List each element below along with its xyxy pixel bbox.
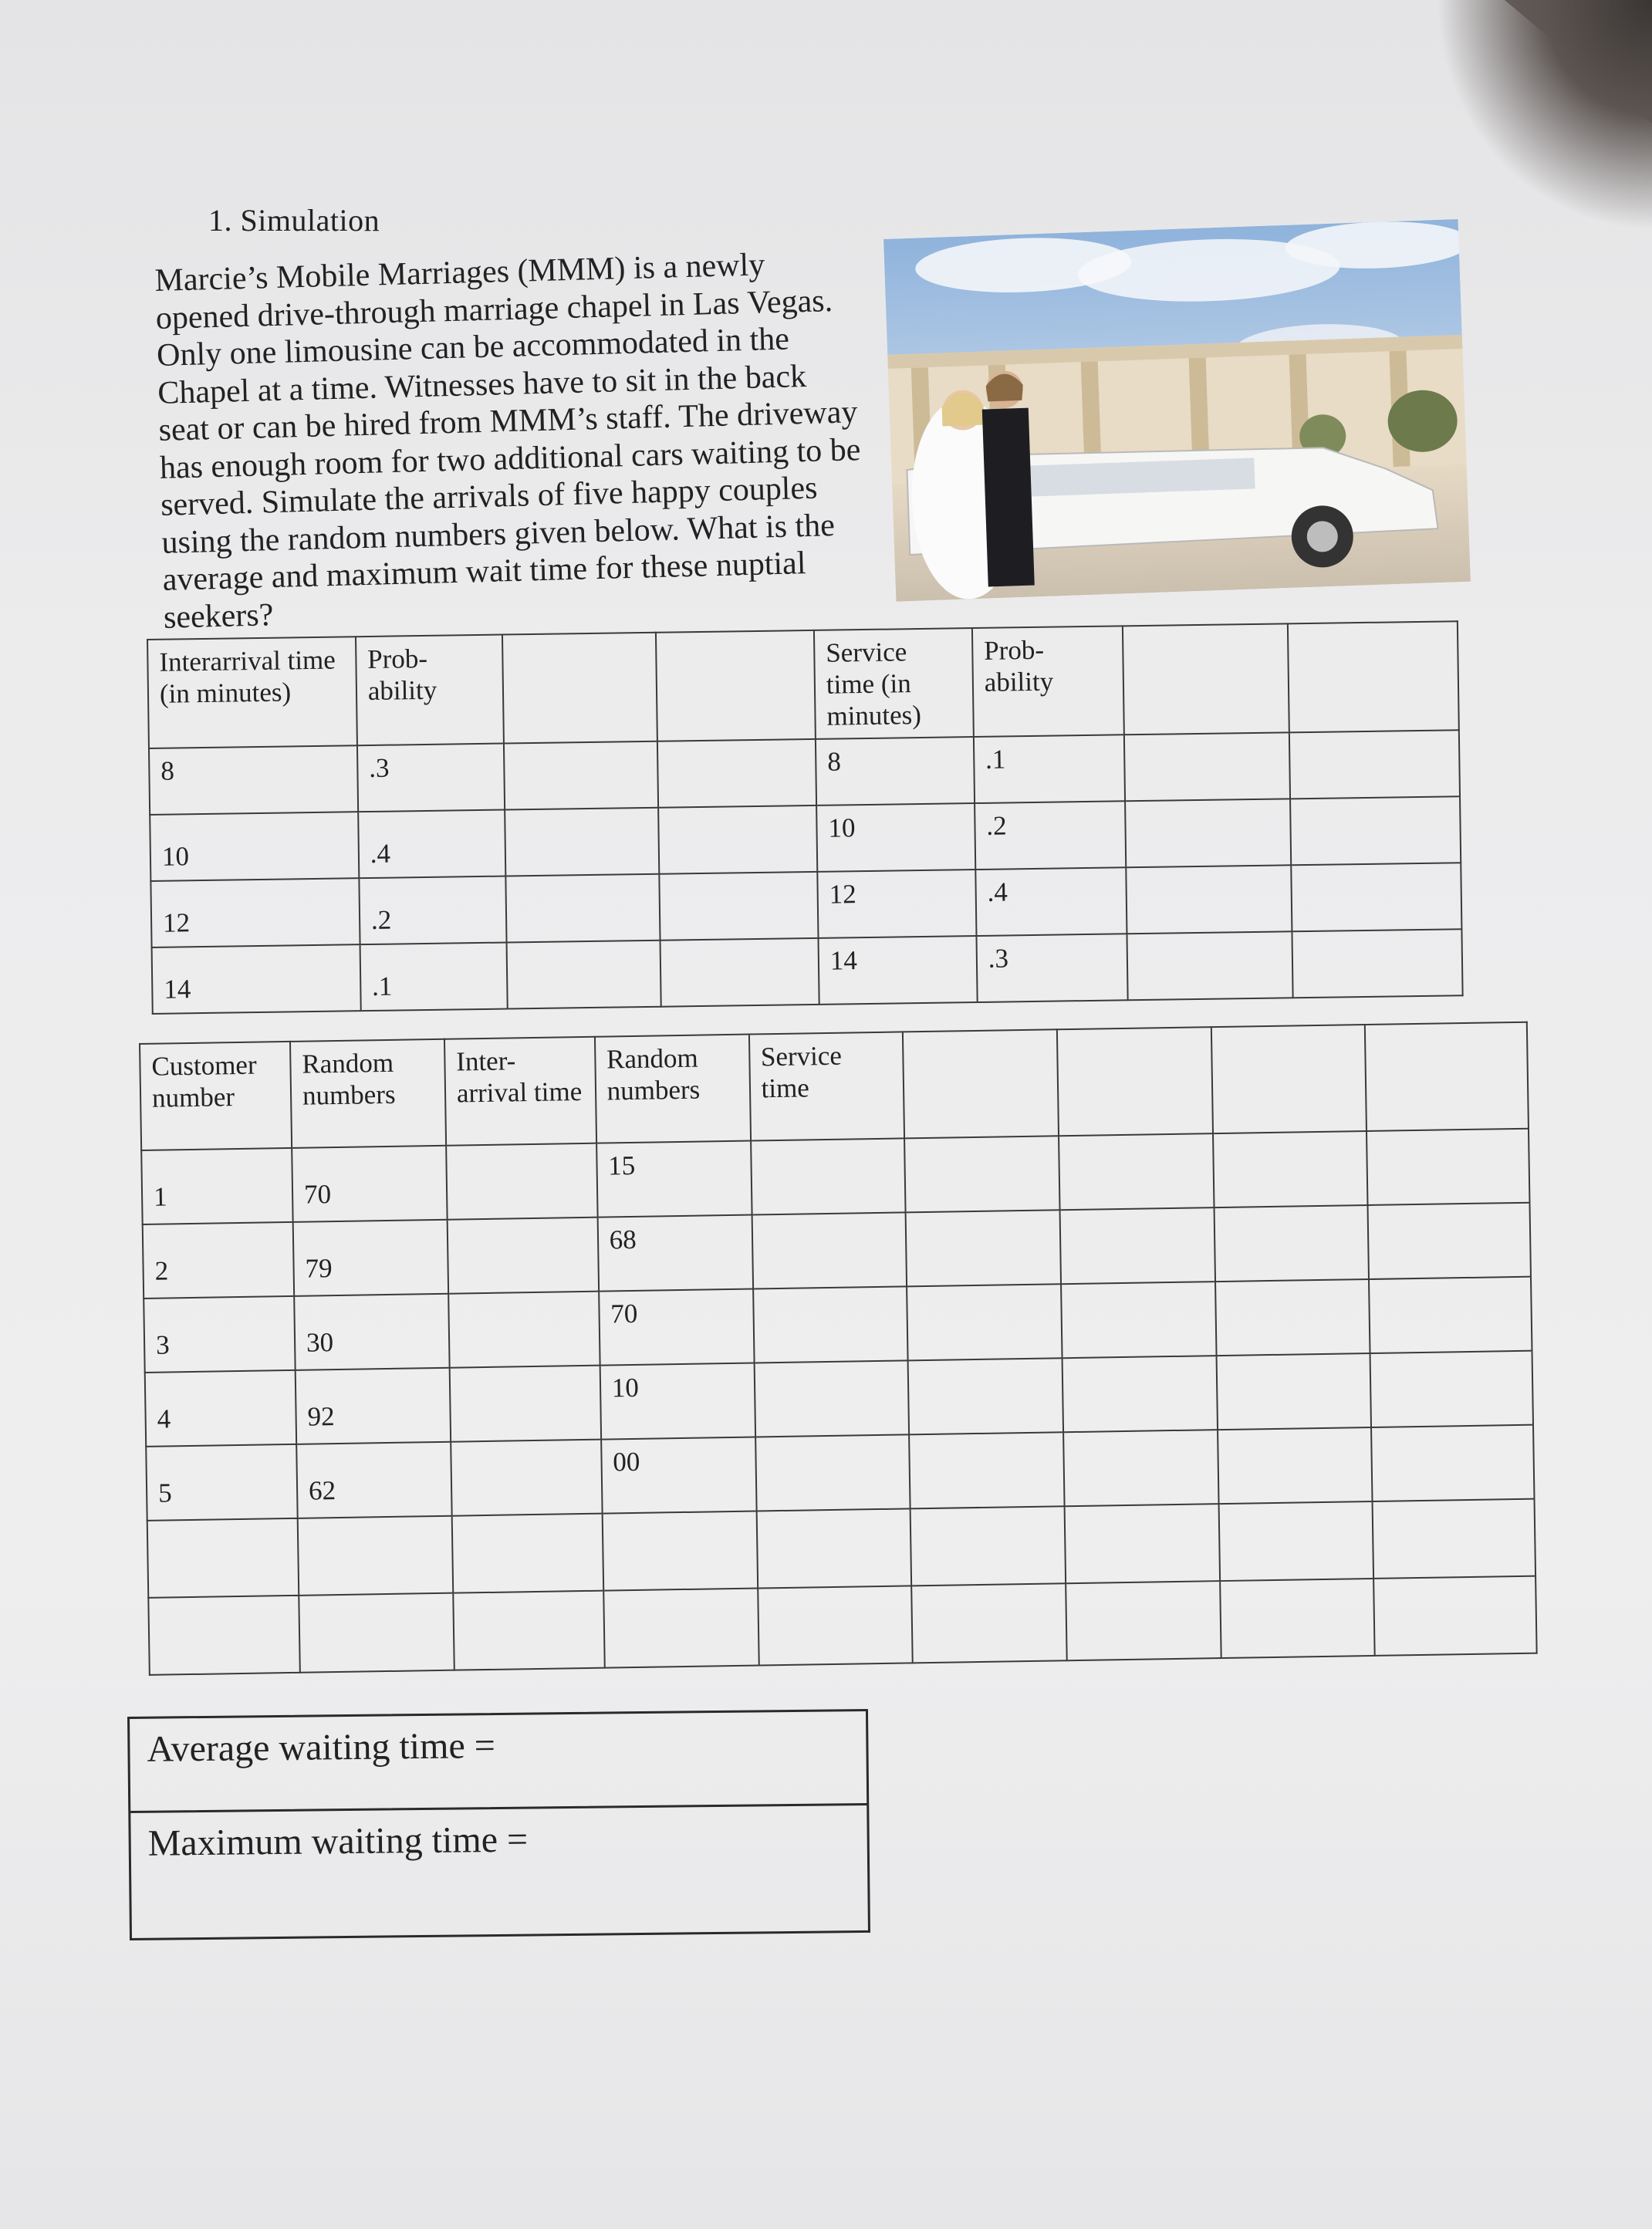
random-number-cell: 79 bbox=[293, 1220, 448, 1296]
interarrival-probability-cell: .1 bbox=[360, 943, 507, 1011]
blank-cell[interactable] bbox=[1063, 1430, 1218, 1506]
service-time-cell[interactable] bbox=[754, 1360, 909, 1437]
service-time-cell: 10 bbox=[816, 803, 975, 872]
corner-shadow bbox=[1435, 0, 1652, 231]
customer-number-cell: 4 bbox=[145, 1370, 296, 1447]
interarrival-time-cell[interactable] bbox=[451, 1440, 602, 1516]
blank-cell bbox=[1292, 929, 1463, 998]
blank-cell[interactable] bbox=[756, 1508, 911, 1588]
blank-cell[interactable] bbox=[452, 1514, 603, 1593]
simulation-table bbox=[139, 1022, 1538, 1676]
maximum-waiting-time-field[interactable] bbox=[128, 1805, 870, 1940]
blank-cell[interactable] bbox=[602, 1511, 757, 1591]
blank-cell bbox=[1365, 1022, 1529, 1131]
interarrival-time-cell: 8 bbox=[149, 745, 358, 815]
interarrival-probability-cell: .3 bbox=[357, 744, 505, 812]
random-number-cell: 68 bbox=[597, 1215, 752, 1292]
waiting-time-summary bbox=[127, 1709, 870, 1940]
problem-statement: Marcie’s Mobile Marriages (MMM) is a newly opened drive-through marriage chapel in Las Vegas. Only one limousine can be accommodated in the Chapel at a time. Witnesses have to sit in the back seat or can be hired from MMM’s staff. The driveway has enough room for two additional cars waiting to be served. Simulate the arrivals of five happy couples using the random numbers given below. What is the average and maximum wait time for these nuptial seekers? bbox=[154, 247, 861, 636]
blank-cell bbox=[1289, 730, 1460, 799]
blank-cell[interactable] bbox=[1061, 1282, 1216, 1358]
blank-cell[interactable] bbox=[906, 1210, 1061, 1286]
blank-cell[interactable] bbox=[1373, 1499, 1535, 1579]
interarrival-probability-cell: .2 bbox=[359, 876, 506, 945]
random-number-cell: 70 bbox=[292, 1146, 447, 1222]
blank-cell bbox=[1125, 799, 1292, 867]
interarrival-time-cell: 14 bbox=[152, 944, 361, 1014]
customer-number-cell: 2 bbox=[143, 1222, 294, 1299]
interarrival-probability-header: Prob- ability bbox=[356, 635, 504, 746]
service-time-cell: 14 bbox=[818, 936, 977, 1005]
service-probability-cell: .2 bbox=[975, 801, 1126, 870]
blank-cell bbox=[1124, 732, 1291, 801]
blank-cell bbox=[505, 808, 660, 876]
interarrival-time-cell: 10 bbox=[150, 812, 359, 881]
service-probability-header: Prob- ability bbox=[972, 626, 1124, 737]
blank-cell bbox=[504, 741, 659, 810]
blank-cell[interactable] bbox=[910, 1432, 1065, 1508]
blank-cell[interactable] bbox=[148, 1596, 299, 1675]
blank-cell[interactable] bbox=[1369, 1277, 1532, 1353]
random-number-cell: 92 bbox=[296, 1368, 451, 1444]
blank-cell[interactable] bbox=[908, 1358, 1063, 1434]
blank-cell[interactable] bbox=[603, 1588, 758, 1667]
random-number-cell: 15 bbox=[596, 1141, 752, 1218]
blank-cell[interactable] bbox=[904, 1136, 1059, 1212]
blank-cell[interactable] bbox=[1213, 1131, 1368, 1207]
blank-cell[interactable] bbox=[1214, 1205, 1369, 1282]
blank-cell bbox=[656, 630, 816, 741]
blank-cell[interactable] bbox=[912, 1583, 1067, 1663]
customer-number-cell: 3 bbox=[144, 1296, 295, 1373]
maximum-waiting-time-label: Maximum waiting time = bbox=[147, 1819, 529, 1864]
service-time-header: Service time (in minutes) bbox=[814, 628, 974, 739]
random-number-cell: 00 bbox=[601, 1437, 756, 1514]
blank-cell bbox=[1288, 621, 1459, 732]
average-waiting-time-label: Average waiting time = bbox=[147, 1725, 496, 1770]
random-number-cell: 62 bbox=[296, 1442, 451, 1518]
customer-number-header: Customer number bbox=[140, 1042, 292, 1150]
blank-cell[interactable] bbox=[1218, 1427, 1373, 1504]
customer-number-cell: 5 bbox=[146, 1444, 297, 1521]
service-time-cell[interactable] bbox=[755, 1434, 910, 1511]
blank-cell bbox=[1292, 863, 1462, 931]
blank-cell bbox=[1126, 865, 1292, 934]
blank-cell[interactable] bbox=[1216, 1353, 1371, 1430]
service-time-cell: 12 bbox=[817, 870, 976, 938]
blank-cell[interactable] bbox=[1370, 1351, 1533, 1427]
blank-cell[interactable] bbox=[147, 1518, 299, 1598]
blank-cell bbox=[658, 805, 817, 874]
service-time-cell[interactable] bbox=[753, 1286, 908, 1363]
blank-cell bbox=[1211, 1025, 1367, 1133]
random-numbers-header: Random numbers bbox=[290, 1039, 446, 1148]
blank-cell[interactable] bbox=[1371, 1425, 1534, 1501]
blank-cell[interactable] bbox=[298, 1516, 453, 1596]
random-numbers-header: Random numbers bbox=[595, 1035, 751, 1143]
blank-cell bbox=[903, 1029, 1059, 1138]
blank-cell[interactable] bbox=[1065, 1504, 1220, 1583]
wedding-limousine-photo bbox=[883, 219, 1471, 602]
blank-cell bbox=[660, 938, 819, 1007]
interarrival-time-cell[interactable] bbox=[446, 1143, 597, 1220]
blank-cell bbox=[1123, 623, 1290, 735]
service-time-cell[interactable] bbox=[752, 1212, 907, 1288]
distribution-header-row bbox=[147, 621, 1459, 748]
blank-cell[interactable] bbox=[1373, 1576, 1536, 1656]
blank-cell bbox=[657, 739, 816, 808]
blank-cell[interactable] bbox=[1218, 1501, 1373, 1581]
blank-cell[interactable] bbox=[453, 1591, 604, 1670]
service-probability-cell: .3 bbox=[976, 934, 1127, 1002]
random-number-cell: 30 bbox=[294, 1294, 449, 1370]
interarrival-time-cell[interactable] bbox=[449, 1366, 600, 1442]
blank-cell[interactable] bbox=[1220, 1579, 1375, 1658]
blank-cell bbox=[1127, 931, 1293, 1000]
blank-cell[interactable] bbox=[299, 1593, 454, 1673]
interarrival-time-cell[interactable] bbox=[448, 1292, 600, 1368]
interarrival-time-header: Inter- arrival time bbox=[444, 1037, 596, 1146]
blank-cell[interactable] bbox=[1368, 1203, 1531, 1279]
blank-cell[interactable] bbox=[1367, 1129, 1529, 1205]
interarrival-probability-cell: .4 bbox=[358, 810, 505, 879]
blank-cell[interactable] bbox=[907, 1284, 1062, 1360]
interarrival-time-header: Interarrival time (in minutes) bbox=[147, 637, 357, 748]
blank-cell bbox=[505, 874, 660, 943]
wedding-photo-illustration bbox=[883, 219, 1471, 602]
customer-number-cell: 1 bbox=[141, 1148, 292, 1224]
blank-cell bbox=[1290, 796, 1461, 865]
interarrival-time-cell[interactable] bbox=[447, 1218, 598, 1294]
blank-cell[interactable] bbox=[758, 1586, 913, 1665]
random-number-cell: 10 bbox=[600, 1363, 755, 1440]
blank-cell bbox=[506, 941, 661, 1009]
section-heading: 1. Simulation bbox=[208, 203, 380, 238]
blank-cell bbox=[1057, 1027, 1213, 1136]
blank-cell[interactable] bbox=[1066, 1581, 1221, 1660]
blank-cell bbox=[660, 872, 819, 941]
blank-cell[interactable] bbox=[910, 1506, 1066, 1586]
service-probability-cell: .1 bbox=[974, 735, 1125, 803]
blank-cell[interactable] bbox=[1062, 1356, 1218, 1432]
service-probability-cell: .4 bbox=[975, 867, 1127, 936]
average-waiting-time-field[interactable] bbox=[127, 1709, 869, 1813]
blank-cell bbox=[502, 633, 658, 744]
service-time-cell[interactable] bbox=[751, 1138, 906, 1214]
interarrival-time-cell: 12 bbox=[150, 878, 360, 947]
blank-cell[interactable] bbox=[1215, 1279, 1370, 1356]
blank-cell[interactable] bbox=[1059, 1133, 1214, 1210]
service-time-header: Service time bbox=[748, 1032, 904, 1140]
blank-cell[interactable] bbox=[1060, 1207, 1215, 1284]
service-time-cell: 8 bbox=[816, 737, 975, 805]
random-number-cell: 70 bbox=[599, 1289, 754, 1366]
probability-distribution-table bbox=[147, 620, 1464, 1015]
